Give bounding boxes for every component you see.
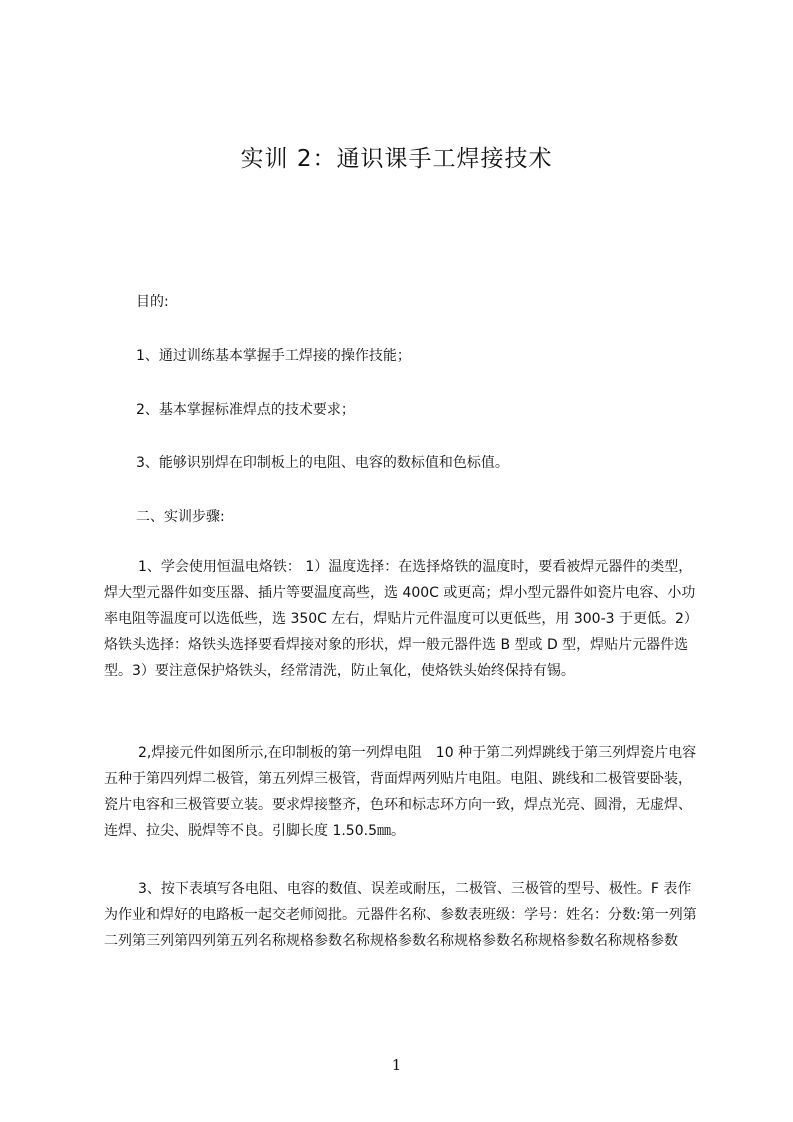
document-title: 实训 2：通识课手工焊接技术 bbox=[240, 146, 553, 172]
page-number: 1 bbox=[391, 1056, 402, 1074]
purpose-item-2: 2、基本掌握标准焊点的技术要求； bbox=[136, 402, 355, 418]
purpose-heading: 目的: bbox=[136, 294, 169, 310]
purpose-item-3: 3、能够识别焊在印制板上的电阻、电容的数标值和色标值。 bbox=[136, 455, 509, 471]
steps-heading: 二、实训步骤: bbox=[136, 509, 225, 525]
step-paragraph-2: 2,焊接元件如图所示,在印制板的第一列焊电阻 10 种于第二列焊跳线于第三列焊瓷片电容五种于第四列焊二极管，第五列焊三极管，背面焊两列贴片电阻。电阻、跳线和二极管要卧装，瓷片电容和三极管要立装。要求焊接整齐，色环和标志环方向一致，焊点光亮、圆滑，无虚焊、连焊、拉尖、脱焊等不良。引脚长度 1.50.5㎜。 bbox=[104, 745, 697, 839]
purpose-item-1: 1、通过训练基本掌握手工焊接的操作技能； bbox=[136, 348, 411, 364]
step-paragraph-1: 1、学会使用恒温电烙铁： 1）温度选择：在选择烙铁的温度时，要看被焊元器件的类型，焊大型元器件如变压器、插片等要温度高些，选 400C 或更高；焊小型元器件如瓷片电容、小功率电阻等温度可以选低些，选 350C 左右，焊贴片元件温度可以更低些，用 300-3 于更低。2）烙铁头选择：烙铁头选择要看焊接对象的形状，焊一般元器件选 B 型或 D 型，焊贴片元器件选型。3）要注意保护烙铁头，经常清洗，防止氧化，使烙铁头始终保持有锡。 bbox=[104, 559, 698, 679]
step-paragraph-3: 3、按下表填写各电阻、电容的数值、误差或耐压，二极管、三极管的型号、极性。F 表作为作业和焊好的电路板一起交老师阅批。元器件名称、参数表班级：学号：姓名：分数:第一列第二列第三列第四列第五列名称规格参数名称规格参数名称规格参数名称规格参数名称规格参数 bbox=[104, 881, 697, 949]
